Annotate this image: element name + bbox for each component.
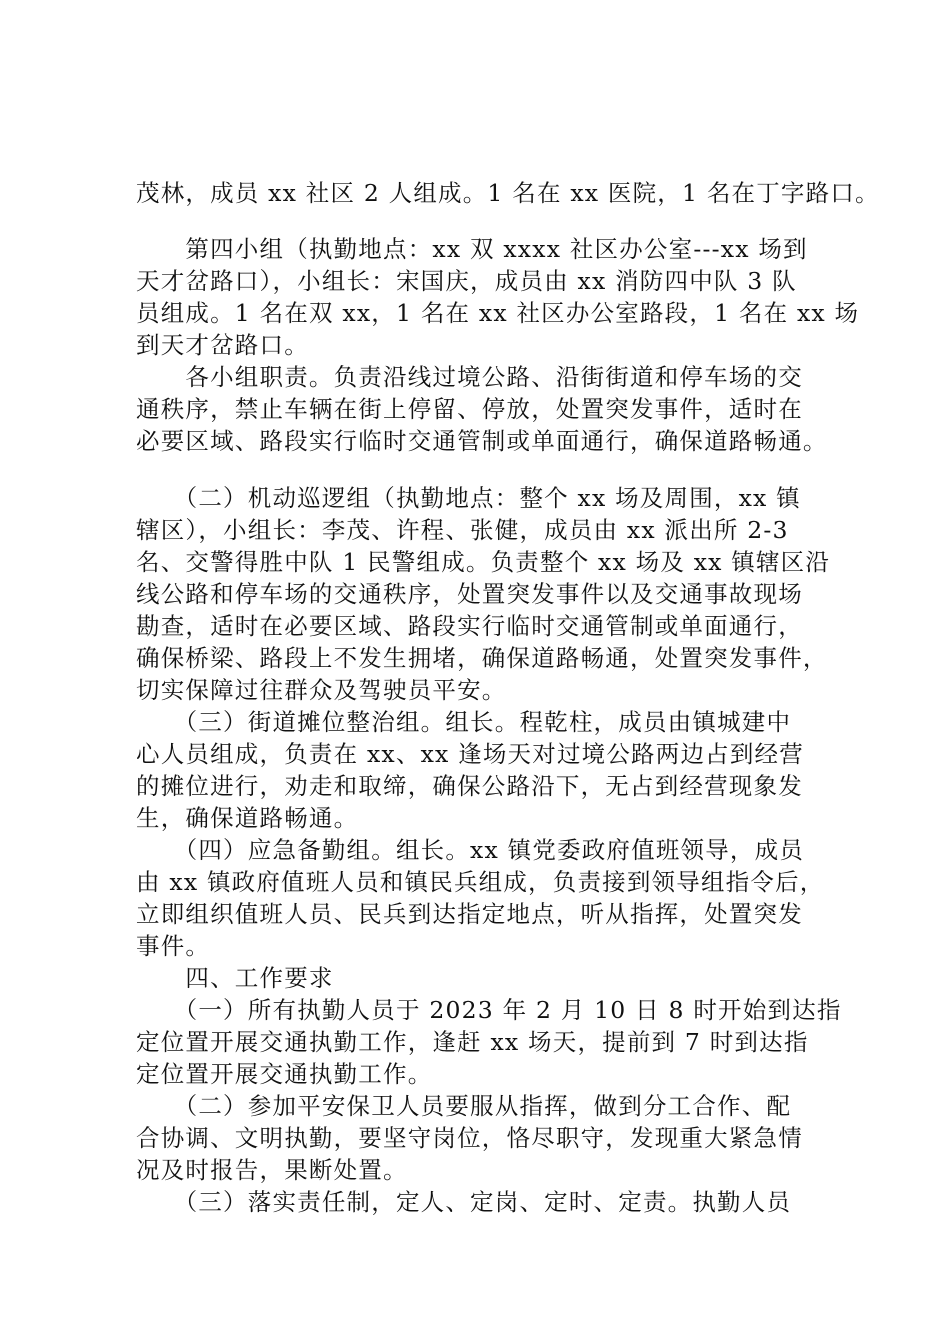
text-line: 名、交警得胜中队 1 民警组成。负责整个 xx 场及 xx 镇辖区沿 [136, 548, 831, 576]
text-line: （二）参加平安保卫人员要服从指挥，做到分工合作、配 [136, 1092, 792, 1120]
text-line: 勘查，适时在必要区域、路段实行临时交通管制或单面通行， [136, 612, 803, 640]
text-line: 生，确保道路畅通。 [136, 804, 359, 832]
text-line: 各小组职责。负责沿线过境公路、沿街街道和停车场的交 [136, 363, 803, 391]
text-line: （三）落实责任制，定人、定岗、定时、定责。执勤人员 [136, 1188, 792, 1216]
text-line: （三）街道摊位整治组。组长。程乾柱，成员由镇城建中 [136, 708, 792, 736]
text-line: （二）机动巡逻组（执勤地点：整个 xx 场及周围，xx 镇 [136, 484, 801, 512]
section-heading: 四、工作要求 [136, 964, 334, 992]
text-line: 定位置开展交通执勤工作。 [136, 1060, 433, 1088]
text-line: 况及时报告，果断处置。 [136, 1156, 408, 1184]
text-line: 线公路和停车场的交通秩序，处置突发事件以及交通事故现场 [136, 580, 803, 608]
text-line: （一）所有执勤人员于 2023 年 2 月 10 日 8 时开始到达指 [136, 996, 842, 1024]
text-line: 由 xx 镇政府值班人员和镇民兵组成，负责接到领导组指令后， [136, 868, 825, 896]
text-line: 确保桥梁、路段上不发生拥堵，确保道路畅通，处置突发事件， [136, 644, 828, 672]
text-line: 员组成。1 名在双 xx，1 名在 xx 社区办公室路段，1 名在 xx 场 [136, 299, 860, 327]
text-line: 通秩序，禁止车辆在街上停留、停放，处置突发事件，适时在 [136, 395, 803, 423]
text-line: 茂林，成员 xx 社区 2 人组成。1 名在 xx 医院，1 名在丁字路口。 [136, 179, 880, 207]
text-line: 切实保障过往群众及驾驶员平安。 [136, 676, 507, 704]
text-line: 辖区），小组长：李茂、许程、张健，成员由 xx 派出所 2-3 [136, 516, 789, 544]
text-line: 的摊位进行，劝走和取缔，确保公路沿下，无占到经营现象发 [136, 772, 803, 800]
text-line: 第四小组（执勤地点：xx 双 xxxx 社区办公室---xx 场到 [136, 235, 808, 263]
text-line: 事件。 [136, 932, 211, 960]
text-line: （四）应急备勤组。组长。xx 镇党委政府值班领导，成员 [136, 836, 805, 864]
text-line: 必要区域、路段实行临时交通管制或单面通行，确保道路畅通。 [136, 427, 828, 455]
text-line: 合协调、文明执勤，要坚守岗位，恪尽职守，发现重大紧急情 [136, 1124, 803, 1152]
text-line: 定位置开展交通执勤工作，逢赶 xx 场天，提前到 7 时到达指 [136, 1028, 809, 1056]
text-line: 到天才岔路口。 [136, 331, 309, 359]
text-line: 天才岔路口），小组长：宋国庆，成员由 xx 消防四中队 3 队 [136, 267, 797, 295]
text-line: 立即组织值班人员、民兵到达指定地点，听从指挥，处置突发 [136, 900, 803, 928]
text-line: 心人员组成，负责在 xx、xx 逢场天对过境公路两边占到经营 [136, 740, 804, 768]
